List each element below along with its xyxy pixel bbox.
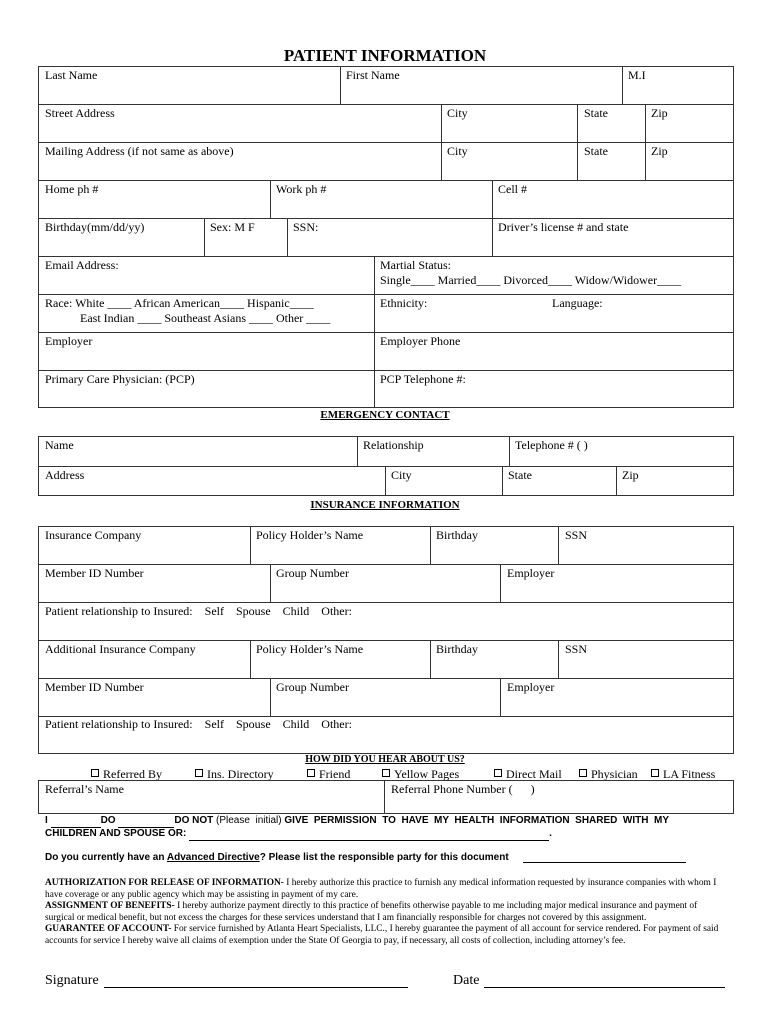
zip-field[interactable]: Zip xyxy=(651,106,668,120)
insurance-birthday-field[interactable]: Birthday xyxy=(436,528,478,542)
group-number-field[interactable]: Group Number xyxy=(276,566,349,580)
mailing-address-field[interactable]: Mailing Address (if not same as above) xyxy=(45,144,234,158)
first-name-field[interactable]: First Name xyxy=(346,68,400,82)
insurance-company-field[interactable]: Insurance Company xyxy=(45,528,142,542)
insurance-employer2-field[interactable]: Employer xyxy=(507,680,555,694)
insured-relationship-field[interactable]: Patient relationship to Insured: Self Spouse Child Other: xyxy=(45,604,352,618)
employer-field[interactable]: Employer xyxy=(45,334,93,348)
race-options-line1[interactable]: Race: White ____ African American____ Hispanic____ xyxy=(45,296,314,310)
option-referred-by[interactable]: Referred By xyxy=(91,767,162,782)
emergency-contact-heading: EMERGENCY CONTACT xyxy=(320,409,450,421)
work-phone-field[interactable]: Work ph # xyxy=(276,182,327,196)
group-number2-field[interactable]: Group Number xyxy=(276,680,349,694)
signature-line[interactable] xyxy=(104,987,408,988)
insurance-heading: INSURANCE INFORMATION xyxy=(310,499,460,511)
emergency-address-field[interactable]: Address xyxy=(45,468,85,482)
date-line[interactable] xyxy=(484,987,725,988)
city-field[interactable]: City xyxy=(447,106,468,120)
page-title: PATIENT INFORMATION xyxy=(283,46,487,65)
checkbox-icon xyxy=(307,769,315,777)
emergency-state-field[interactable]: State xyxy=(508,468,532,482)
street-address-field[interactable]: Street Address xyxy=(45,106,115,120)
checkbox-icon xyxy=(494,769,502,777)
option-yellow-pages[interactable]: Yellow Pages xyxy=(382,767,459,782)
emergency-relationship-field[interactable]: Relationship xyxy=(363,438,424,452)
signature-label: Signature xyxy=(45,973,99,988)
emergency-city-field[interactable]: City xyxy=(391,468,412,482)
state-field[interactable]: State xyxy=(584,106,608,120)
permission-line2: CHILDREN AND SPOUSE OR: . xyxy=(45,828,552,839)
drivers-license-field[interactable]: Driver’s license # and state xyxy=(498,220,629,234)
email-field[interactable]: Email Address: xyxy=(45,258,119,272)
home-phone-field[interactable]: Home ph # xyxy=(45,182,99,196)
checkbox-icon xyxy=(382,769,390,777)
checkbox-icon xyxy=(91,769,99,777)
sex-field[interactable]: Sex: M F xyxy=(210,220,255,234)
checkbox-icon xyxy=(579,769,587,777)
pcp-field[interactable]: Primary Care Physician: (PCP) xyxy=(45,372,195,386)
referral-phone-field[interactable]: Referral Phone Number ( ) xyxy=(391,782,535,796)
insured-relationship2-field[interactable]: Patient relationship to Insured: Self Spouse Child Other: xyxy=(45,717,352,731)
insurance-employer-field[interactable]: Employer xyxy=(507,566,555,580)
marital-status-options[interactable]: Single____ Married____ Divorced____ Widow/Widower____ xyxy=(380,273,682,287)
pcp-phone-field[interactable]: PCP Telephone #: xyxy=(380,372,466,386)
referral-name-field[interactable]: Referral’s Name xyxy=(45,782,124,796)
marital-status-label: Martial Status: xyxy=(380,258,451,272)
policy-holder2-field[interactable]: Policy Holder’s Name xyxy=(256,642,364,656)
member-id-field[interactable]: Member ID Number xyxy=(45,566,144,580)
language-field[interactable]: Language: xyxy=(552,296,603,310)
advanced-directive-link: Advanced Directive xyxy=(166,852,260,863)
insurance-birthday2-field[interactable]: Birthday xyxy=(436,642,478,656)
date-label: Date xyxy=(453,973,480,988)
responsible-party-blank[interactable] xyxy=(523,862,686,863)
authorization-text: AUTHORIZATION FOR RELEASE OF INFORMATION- I hereby authorize this practice to furnish any medical information requested by insurance companies with whom I have coverage or any public agency which may be assisting in payment of my care. ASSIGNMENT OF BENEFITS- I hereby authorize payment directly to this practice of benefits otherwise payable to me including major medical insurance and payment of surgical or medical benefit, but not excess the charges for these services understand that I am financially responsible for charges not covered by this assignment. GUARANTEE OF ACCOUNT- For service furnished by Atlanta Heart Specialists, LLC., I hereby guarantee the payment of all account for service rendered. For payment of said accounts for service I hereby waive all claims of exemption under the State Of Georgia to pay, if necessary, all costs of collection, including attorney’s fee. xyxy=(45,878,719,946)
additional-insurance-field[interactable]: Additional Insurance Company xyxy=(45,642,196,656)
ethnicity-field[interactable]: Ethnicity: xyxy=(380,296,428,310)
mailing-state-field[interactable]: State xyxy=(584,144,608,158)
birthday-field[interactable]: Birthday(mm/dd/yy) xyxy=(45,220,145,234)
option-la-fitness[interactable]: LA Fitness xyxy=(651,767,715,782)
advanced-directive-question: Do you currently have an Advanced Directive? Please list the responsible party for this document xyxy=(45,852,509,863)
referral-table xyxy=(38,780,734,814)
emergency-name-field[interactable]: Name xyxy=(45,438,74,452)
permission-statement: I DO DO NOT (Please initial) GIVE PERMISSION TO HAVE MY HEALTH INFORMATION SHARED WITH MY xyxy=(45,815,670,826)
emergency-telephone-field[interactable]: Telephone # ( ) xyxy=(515,438,588,452)
employer-phone-field[interactable]: Employer Phone xyxy=(380,334,461,348)
policy-holder-field[interactable]: Policy Holder’s Name xyxy=(256,528,364,542)
option-direct-mail[interactable]: Direct Mail xyxy=(494,767,562,782)
patient-info-table xyxy=(38,66,734,408)
member-id2-field[interactable]: Member ID Number xyxy=(45,680,144,694)
option-ins-directory[interactable]: Ins. Directory xyxy=(195,767,274,782)
ssn-field[interactable]: SSN: xyxy=(293,220,319,234)
mailing-zip-field[interactable]: Zip xyxy=(651,144,668,158)
option-friend[interactable]: Friend xyxy=(307,767,350,782)
cell-phone-field[interactable]: Cell # xyxy=(498,182,527,196)
emergency-zip-field[interactable]: Zip xyxy=(622,468,639,482)
mailing-city-field[interactable]: City xyxy=(447,144,468,158)
initial-do-blank[interactable] xyxy=(51,815,101,828)
insurance-ssn-field[interactable]: SSN xyxy=(565,528,588,542)
hear-about-us-heading: HOW DID YOU HEAR ABOUT US? xyxy=(305,754,465,765)
race-options-line2[interactable]: East Indian ____ Southeast Asians ____ Other ____ xyxy=(80,311,331,325)
checkbox-icon xyxy=(195,769,203,777)
initial-do-not-blank[interactable] xyxy=(118,815,174,828)
mi-field[interactable]: M.I xyxy=(628,68,646,82)
last-name-field[interactable]: Last Name xyxy=(45,68,98,82)
option-physician[interactable]: Physician xyxy=(579,767,638,782)
children-spouse-blank[interactable] xyxy=(189,828,549,841)
insurance-ssn2-field[interactable]: SSN xyxy=(565,642,588,656)
checkbox-icon xyxy=(651,769,659,777)
